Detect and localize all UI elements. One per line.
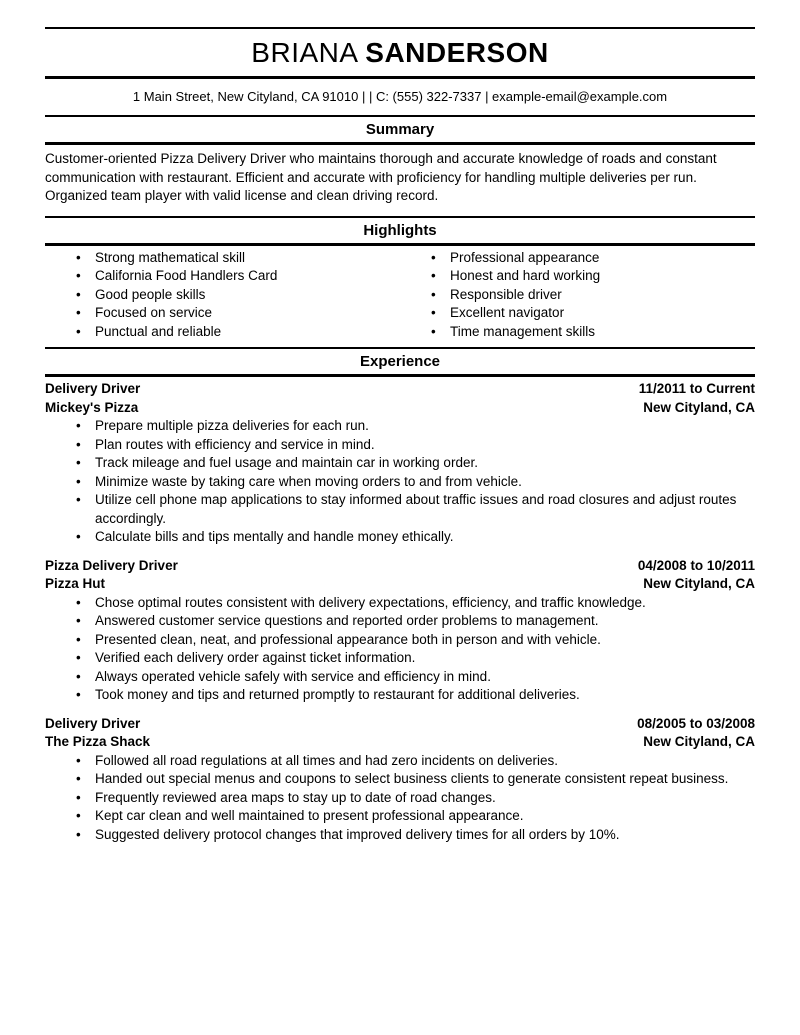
highlights-right-column: [400, 249, 755, 342]
experience-list: [45, 380, 755, 844]
job-entry: [45, 380, 755, 547]
highlight-text: Focused on service: [95, 305, 213, 320]
highlights-heading: Highlights: [363, 221, 437, 239]
highlight-item: [400, 286, 755, 305]
job-bullet-text: Answered customer service questions and reported order problems to management.: [95, 613, 599, 628]
bullet-dot: •: [76, 455, 81, 470]
bullet-dot: •: [76, 323, 81, 339]
job-bullet-text: Handed out special menus and coupons to select business clients to generate consistent repeat business.: [95, 771, 729, 786]
job-bullet-text: Kept car clean and well maintained to present professional appearance.: [95, 808, 524, 823]
job-title: Pizza Delivery Driver: [45, 557, 178, 573]
summary-heading: Summary: [365, 121, 435, 138]
highlight-text: Strong mathematical skill: [95, 249, 246, 265]
bullet-dot: •: [76, 268, 81, 283]
job-bullet: [45, 752, 755, 771]
bullet-dot: •: [76, 789, 81, 805]
job-company-row: [45, 733, 755, 752]
job-bullet: [45, 436, 755, 455]
bullet-dot: •: [76, 668, 81, 684]
bullet-dot: •: [76, 771, 81, 786]
job-company-row: [45, 575, 755, 594]
bullet-dot: •: [76, 631, 81, 647]
highlight-item: [400, 323, 755, 342]
job-bullet: [45, 491, 755, 528]
bullet-dot: •: [76, 613, 81, 628]
highlights-left-column: [45, 249, 400, 342]
highlight-text: Time management skills: [450, 323, 596, 339]
job-bullet-text: Calculate bills and tips mentally and handle money ethically.: [95, 529, 454, 544]
job-location: New Cityland, CA: [643, 734, 755, 749]
bullet-dot: •: [76, 650, 81, 665]
job-bullet: [45, 417, 755, 436]
highlight-text: Excellent navigator: [450, 305, 565, 320]
candidate-name: [45, 29, 755, 76]
job-bullet: [45, 826, 755, 845]
job-bullet-text: Utilize cell phone map applications to stay informed about traffic issues and road closures and adjust routes accordingly.: [95, 492, 737, 526]
job-bullet: [45, 454, 755, 473]
job-bullets: [45, 417, 755, 547]
highlight-item: [400, 267, 755, 286]
job-company: The Pizza Shack: [45, 734, 151, 749]
job-title: Delivery Driver: [45, 381, 141, 396]
highlight-text: Punctual and reliable: [95, 323, 222, 339]
summary-rule-bottom: [45, 142, 755, 145]
candidate-last-name: SANDERSON: [365, 37, 549, 68]
bullet-dot: •: [76, 286, 81, 302]
job-company-row: [45, 399, 755, 418]
bullet-dot: •: [76, 594, 81, 610]
job-dates: 11/2011 to Current: [638, 381, 755, 396]
job-entry: [45, 557, 755, 705]
job-bullet: [45, 807, 755, 826]
highlight-text: Honest and hard working: [450, 268, 601, 283]
job-bullet: [45, 528, 755, 547]
bullet-dot: •: [431, 286, 436, 302]
bullet-dot: •: [76, 529, 81, 544]
job-bullet: [45, 473, 755, 492]
job-company: Mickey's Pizza: [45, 399, 139, 415]
job-bullet-text: Followed all road regulations at all times and had zero incidents on deliveries.: [95, 752, 559, 768]
job-dates: 08/2005 to 03/2008: [637, 715, 755, 731]
bullet-dot: •: [76, 305, 81, 320]
bullet-dot: •: [431, 305, 436, 320]
bullet-dot: •: [76, 249, 81, 265]
experience-heading: Experience: [359, 353, 441, 370]
highlight-item: [45, 249, 400, 268]
job-company: Pizza Hut: [45, 576, 106, 591]
job-bullet: [45, 686, 755, 705]
bullet-dot: •: [76, 436, 81, 452]
highlight-text: Good people skills: [95, 286, 206, 302]
experience-rule-bottom: [45, 374, 755, 377]
job-bullet-text: Always operated vehicle safely with service and efficiency in mind.: [95, 668, 491, 684]
job-bullets: [45, 594, 755, 705]
highlight-item: [400, 304, 755, 323]
bullet-dot: •: [76, 752, 81, 768]
bullet-dot: •: [76, 473, 81, 489]
job-bullet: [45, 631, 755, 650]
highlights-rule-bottom: [45, 243, 755, 246]
job-title: Delivery Driver: [45, 715, 141, 731]
job-bullet-text: Chose optimal routes consistent with delivery expectations, efficiency, and traffic knowledge.: [95, 594, 646, 610]
summary-text: Customer-oriented Pizza Delivery Driver who maintains thorough and accurate knowledge of roads and constant communication with restaurant. Efficient and accurate with proficiency for handling multiple deliveries per run. Organized team player with valid license and clean driving record.: [45, 151, 717, 203]
job-title-row: [45, 557, 755, 576]
job-title-row: [45, 380, 755, 399]
job-bullets: [45, 752, 755, 845]
highlights-columns: [45, 249, 755, 342]
bullet-dot: •: [431, 268, 436, 283]
job-bullet-text: Took money and tips and returned promptly to restaurant for additional deliveries.: [95, 687, 580, 702]
highlight-item: [45, 323, 400, 342]
highlight-text: California Food Handlers Card: [95, 268, 278, 283]
job-bullet: [45, 612, 755, 631]
job-bullet-text: Frequently reviewed area maps to stay up to date of road changes.: [95, 789, 496, 805]
job-location: New Cityland, CA: [643, 399, 755, 415]
bullet-dot: •: [76, 418, 81, 433]
job-bullet: [45, 770, 755, 789]
job-location: New Cityland, CA: [643, 576, 755, 591]
bullet-dot: •: [431, 249, 436, 265]
resume-page: [45, 0, 755, 884]
job-bullet-text: Prepare multiple pizza deliveries for each run.: [95, 418, 369, 433]
job-bullet-text: Presented clean, neat, and professional appearance both in person and with vehicle.: [95, 631, 601, 647]
job-bullet-text: Track mileage and fuel usage and maintain car in working order.: [95, 455, 478, 470]
bullet-dot: •: [76, 826, 81, 842]
highlight-item: [45, 304, 400, 323]
contact-line: 1 Main Street, New Cityland, CA 91010 | | C: (555) 322-7337 | example-email@example.com: [132, 89, 668, 104]
job-title-row: [45, 715, 755, 734]
job-bullet: [45, 789, 755, 808]
candidate-first-name: BRIANA: [251, 37, 357, 68]
bullet-dot: •: [76, 492, 81, 507]
job-bullet: [45, 668, 755, 687]
highlight-item: [45, 286, 400, 305]
highlight-text: Responsible driver: [450, 286, 562, 302]
job-entry: [45, 715, 755, 845]
bullet-dot: •: [431, 323, 436, 339]
bullet-dot: •: [76, 808, 81, 823]
job-bullet-text: Plan routes with efficiency and service in mind.: [95, 436, 375, 452]
highlight-item: [45, 267, 400, 286]
job-bullet-text: Verified each delivery order against ticket information.: [95, 650, 416, 665]
job-dates: 04/2008 to 10/2011: [637, 557, 755, 573]
job-bullet-text: Minimize waste by taking care when moving orders to and from vehicle.: [95, 473, 522, 489]
job-bullet: [45, 649, 755, 668]
job-bullet: [45, 594, 755, 613]
job-bullet-text: Suggested delivery protocol changes that improved delivery times for all orders by 10%.: [95, 826, 620, 842]
bullet-dot: •: [76, 687, 81, 702]
highlight-text: Professional appearance: [450, 249, 600, 265]
highlight-item: [400, 249, 755, 268]
